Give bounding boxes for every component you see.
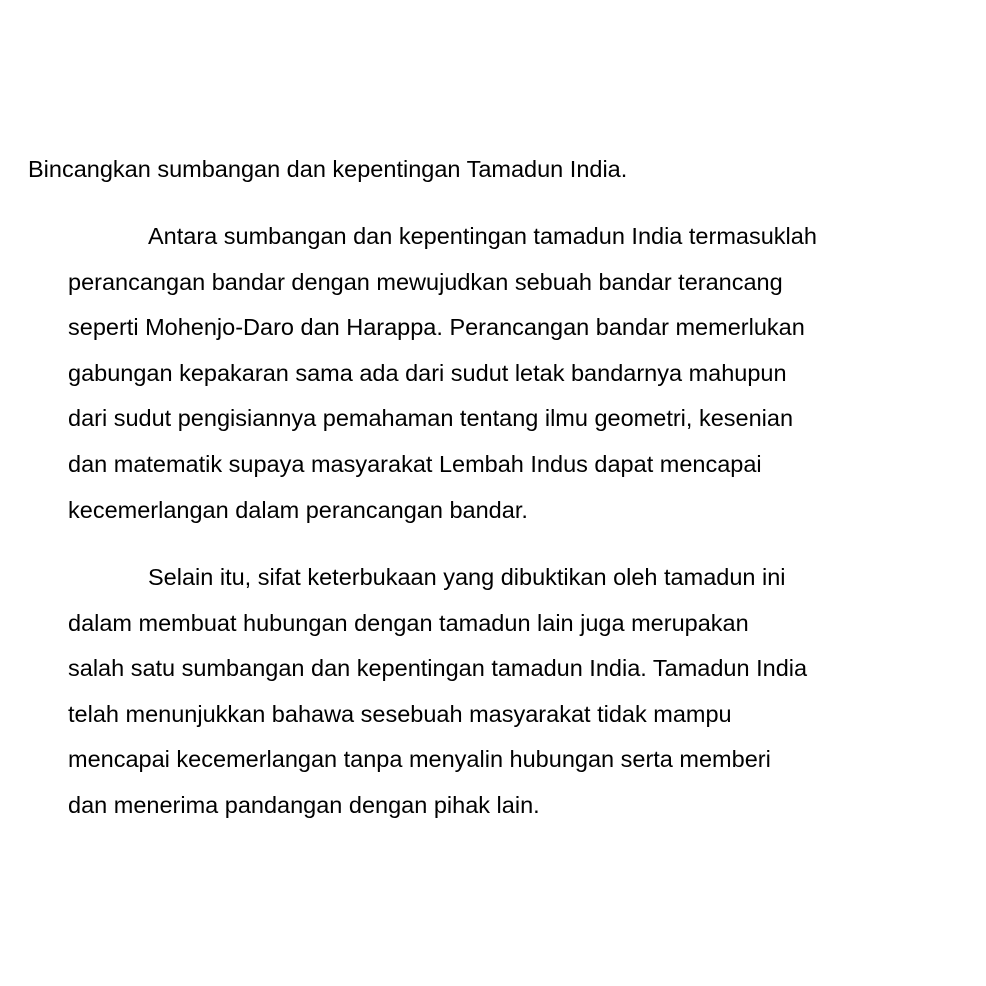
paragraph-1 bbox=[68, 214, 968, 533]
paragraph-line: salah satu sumbangan dan kepentingan tamadun India. Tamadun India bbox=[68, 655, 808, 682]
paragraph-line: Antara sumbangan dan kepentingan tamadun India termasuklah bbox=[148, 223, 817, 249]
paragraph-line: perancangan bandar dengan mewujudkan sebuah bandar terancang bbox=[68, 268, 783, 295]
paragraph-line: dalam membuat hubungan dengan tamadun lain juga merupakan bbox=[68, 609, 749, 636]
paragraph-line: dan matematik supaya masyarakat Lembah Indus dapat mencapai bbox=[68, 450, 762, 477]
paragraph-line: dari sudut pengisiannya pemahaman tentang ilmu geometri, kesenian bbox=[68, 405, 794, 432]
paragraph-line: gabungan kepakaran sama ada dari sudut letak bandarnya mahupun bbox=[68, 359, 787, 386]
paragraph-line: kecemerlangan dalam perancangan bandar. bbox=[68, 496, 528, 523]
paragraph-line: seperti Mohenjo-Daro dan Harappa. Perancangan bandar memerlukan bbox=[68, 314, 805, 341]
paragraph-2 bbox=[68, 555, 968, 829]
paragraph-line: mencapai kecemerlangan tanpa menyalin hubungan serta memberi bbox=[68, 746, 771, 773]
paragraph-line: telah menunjukkan bahawa sesebuah masyarakat tidak mampu bbox=[68, 700, 732, 727]
question-heading: Bincangkan sumbangan dan kepentingan Tamadun India. bbox=[28, 156, 628, 182]
paragraph-line: dan menerima pandangan dengan pihak lain. bbox=[68, 791, 540, 818]
paragraph-line: Selain itu, sifat keterbukaan yang dibuktikan oleh tamadun ini bbox=[148, 564, 786, 590]
